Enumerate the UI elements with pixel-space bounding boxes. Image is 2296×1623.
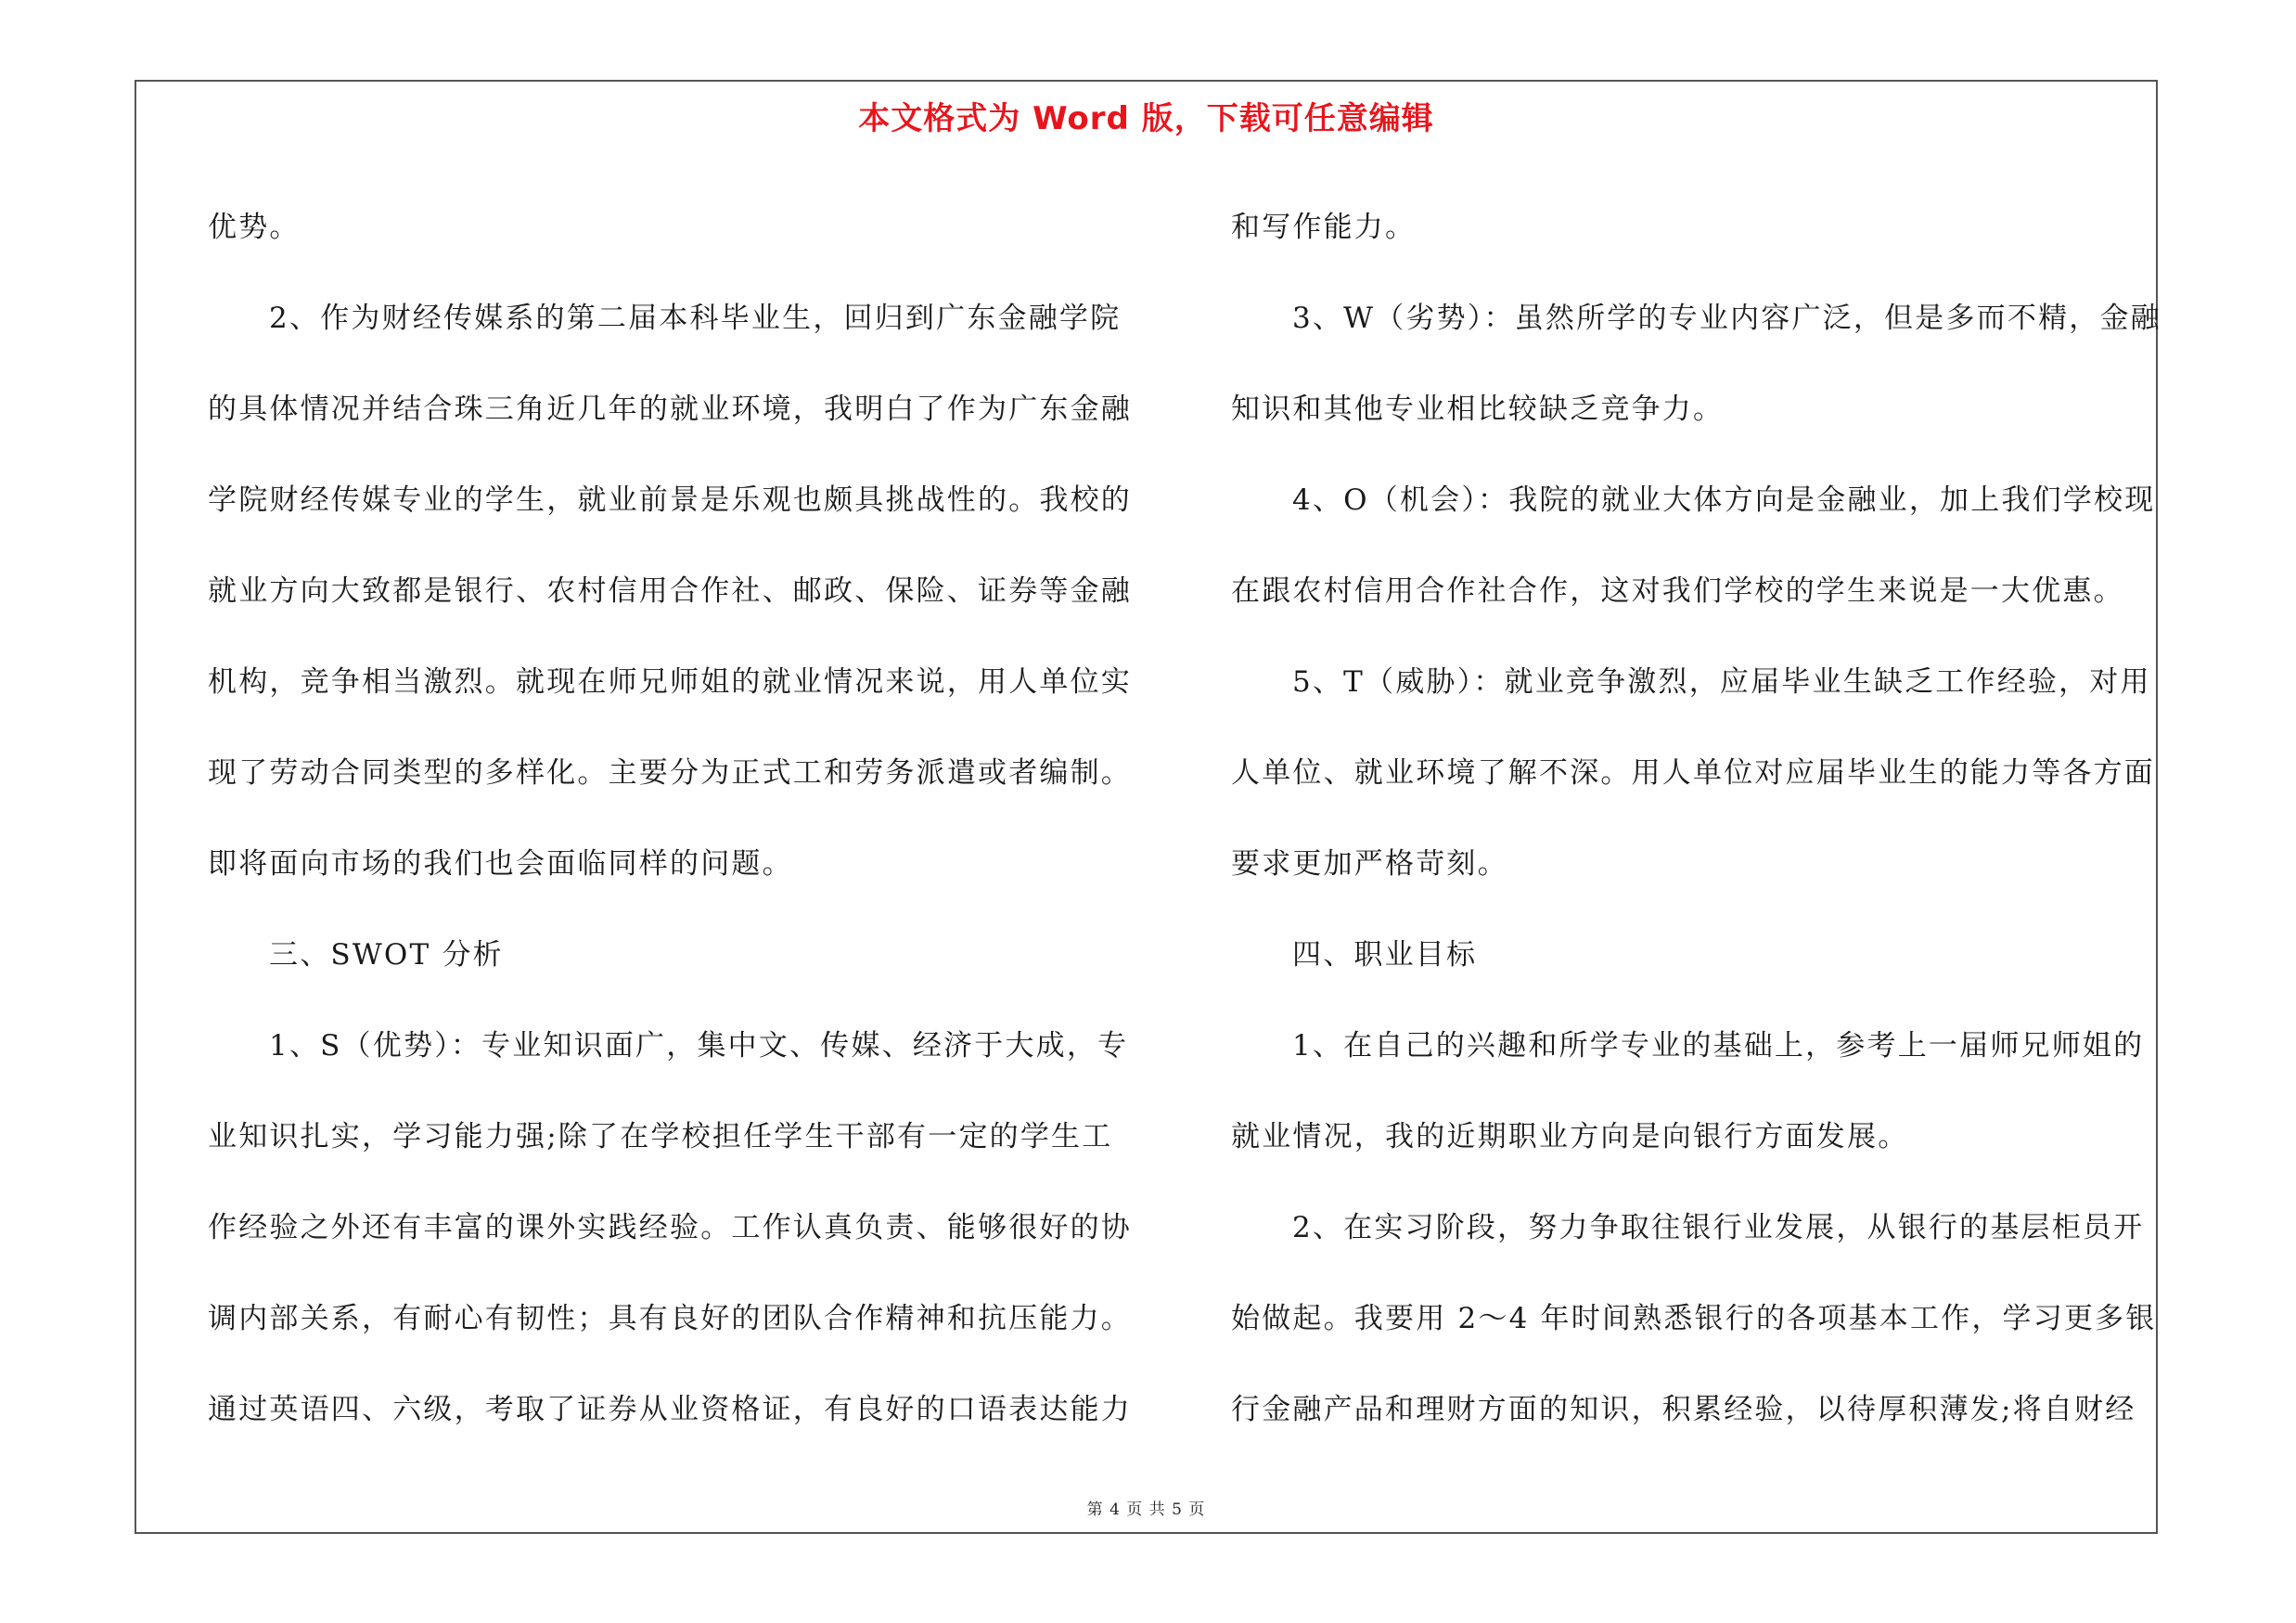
left-column xyxy=(208,182,1132,1455)
text-line: 调内部关系，有耐心有韧性；具有良好的团队合作精神和抗压能力。 xyxy=(208,1302,1132,1335)
text-line: 现了劳动合同类型的多样化。主要分为正式工和劳务派遣或者编制。 xyxy=(208,756,1132,790)
text-line: 就业情况，我的近期职业方向是向银行方面发展。 xyxy=(1231,1120,1909,1153)
text-line: 学院财经传媒专业的学生，就业前景是乐观也颇具挑战性的。我校的 xyxy=(208,483,1132,517)
text-line: 要求更加严格苛刻。 xyxy=(1231,847,1508,881)
text-line: 优势。 xyxy=(208,211,301,244)
text-line: 作经验之外还有丰富的课外实践经验。工作认真负责、能够很好的协 xyxy=(208,1211,1132,1244)
text-line: 的具体情况并结合珠三角近几年的就业环境，我明白了作为广东金融 xyxy=(208,393,1132,426)
right-column xyxy=(1231,182,2161,1455)
text-line: 行金融产品和理财方面的知识，积累经验，以待厚积薄发;将自财经 xyxy=(1231,1393,2136,1426)
text-line: 三、SWOT 分析 xyxy=(269,938,504,972)
text-line: 2、在实习阶段，努力争取往银行业发展，从银行的基层柜员开 xyxy=(1292,1211,2145,1244)
text-line: 四、职业目标 xyxy=(1292,938,1478,972)
page-footer: 第 4 页 共 5 页 xyxy=(1086,1501,1206,1519)
text-line: 始做起。我要用 2～4 年时间熟悉银行的各项基本工作，学习更多银 xyxy=(1231,1302,2157,1335)
text-line: 即将面向市场的我们也会面临同样的问题。 xyxy=(208,847,793,881)
header-banner: 本文格式为 Word 版，下载可任意编辑 xyxy=(858,100,1434,137)
text-line: 知识和其他专业相比较缺乏竞争力。 xyxy=(1231,393,1725,426)
text-line: 通过英语四、六级，考取了证券从业资格证，有良好的口语表达能力 xyxy=(208,1393,1132,1426)
page-frame xyxy=(135,80,2161,1534)
text-line: 和写作能力。 xyxy=(1231,211,1417,244)
text-line: 5、T（威胁）：就业竞争激烈，应届毕业生缺乏工作经验，对用 xyxy=(1292,665,2151,699)
text-line: 2、作为财经传媒系的第二届本科毕业生，回归到广东金融学院 xyxy=(269,302,1122,335)
text-line: 1、在自己的兴趣和所学专业的基础上，参考上一届师兄师姐的 xyxy=(1292,1029,2145,1063)
text-line: 在跟农村信用合作社合作，这对我们学校的学生来说是一大优惠。 xyxy=(1231,574,2124,608)
text-line: 4、O（机会）：我院的就业大体方向是金融业，加上我们学校现 xyxy=(1292,483,2156,517)
text-line: 3、W（劣势）：虽然所学的专业内容广泛，但是多而不精，金融 xyxy=(1292,302,2161,335)
text-line: 机构，竞争相当激烈。就现在师兄师姐的就业情况来说，用人单位实 xyxy=(208,665,1132,699)
text-line: 就业方向大致都是银行、农村信用合作社、邮政、保险、证券等金融 xyxy=(208,574,1132,608)
text-line: 业知识扎实，学习能力强;除了在学校担任学生干部有一定的学生工 xyxy=(208,1120,1113,1153)
text-line: 1、S（优势）：专业知识面广，集中文、传媒、经济于大成，专 xyxy=(269,1029,1129,1063)
text-line: 人单位、就业环境了解不深。用人单位对应届毕业生的能力等各方面 xyxy=(1231,756,2155,790)
